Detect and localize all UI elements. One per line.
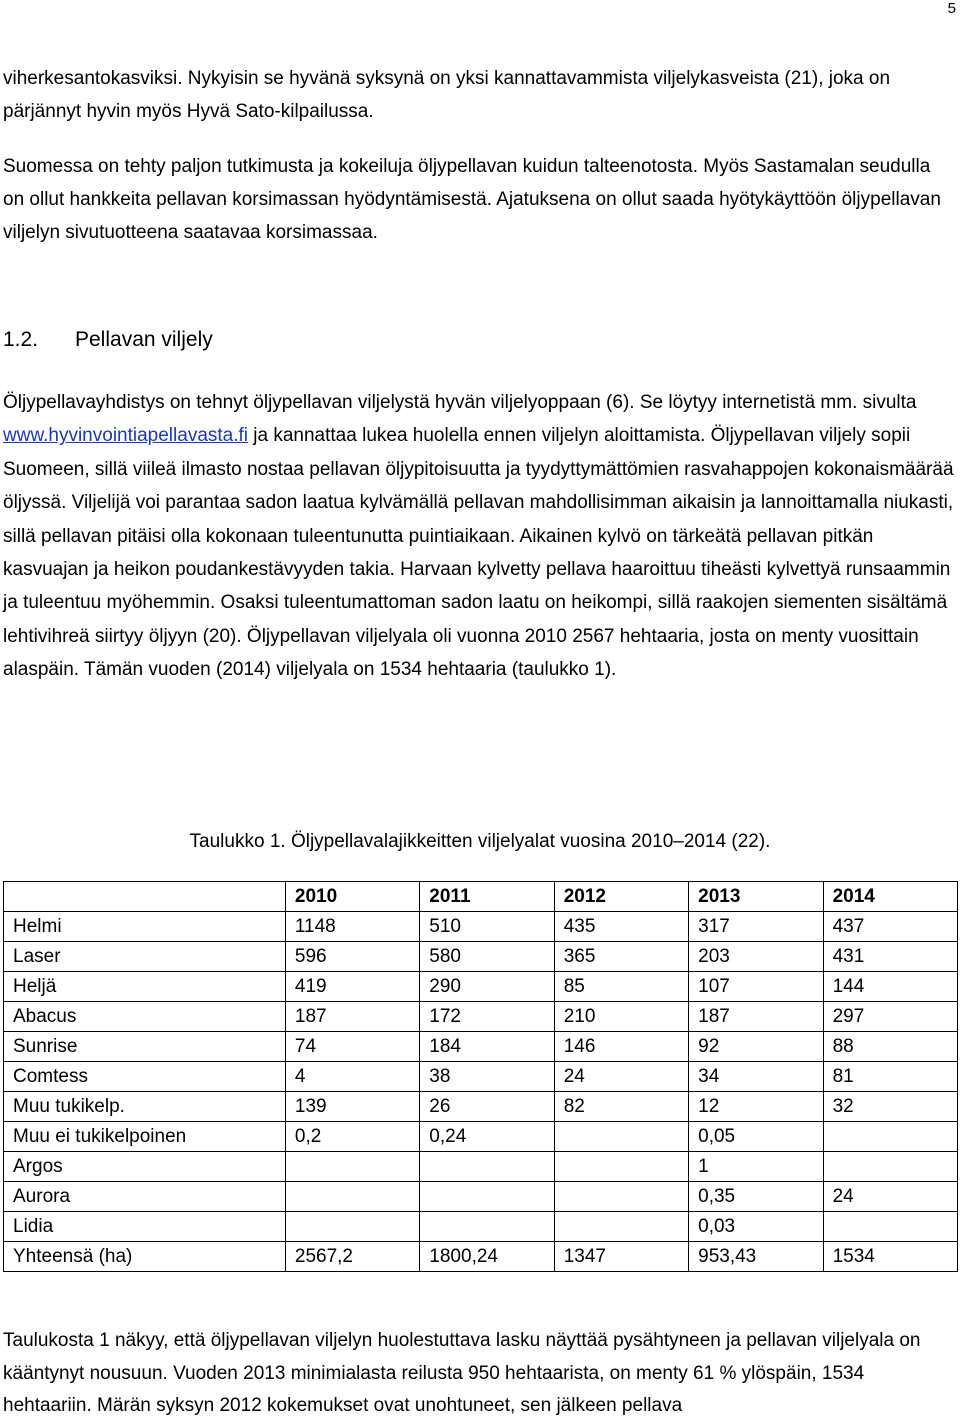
area-value-cell: 431 <box>823 942 957 972</box>
area-value-cell: 0,05 <box>689 1122 823 1152</box>
section-heading <box>3 323 213 357</box>
table-row <box>4 942 958 972</box>
area-value-cell: 144 <box>823 972 957 1002</box>
variety-name-cell: Muu tukikelp. <box>4 1092 286 1122</box>
area-value-cell <box>285 1152 419 1182</box>
table-row <box>4 1002 958 1032</box>
area-value-cell: 365 <box>554 942 688 972</box>
variety-name-cell: Laser <box>4 942 286 972</box>
variety-name-cell: Sunrise <box>4 1032 286 1062</box>
paragraph-cultivation <box>3 386 954 687</box>
area-value-cell: 88 <box>823 1032 957 1062</box>
page-number: 5 <box>947 0 956 17</box>
area-value-cell <box>285 1182 419 1212</box>
area-value-cell: 1347 <box>554 1242 688 1272</box>
area-value-cell: 146 <box>554 1032 688 1062</box>
area-value-cell: 187 <box>285 1002 419 1032</box>
variety-name-cell: Helmi <box>4 912 286 942</box>
area-value-cell: 0,03 <box>689 1212 823 1242</box>
area-value-cell: 92 <box>689 1032 823 1062</box>
table-row <box>4 1212 958 1242</box>
area-value-cell: 172 <box>420 1002 554 1032</box>
area-value-cell: 32 <box>823 1092 957 1122</box>
table-row <box>4 1122 958 1152</box>
area-value-cell: 1148 <box>285 912 419 942</box>
area-value-cell: 24 <box>554 1062 688 1092</box>
area-value-cell <box>554 1152 688 1182</box>
area-value-cell: 510 <box>420 912 554 942</box>
section-number: 1.2. <box>3 328 39 351</box>
website-link[interactable]: www.hyvinvointiapellavasta.fi <box>3 425 249 447</box>
area-value-cell <box>823 1152 957 1182</box>
table-row <box>4 1032 958 1062</box>
variety-name-cell: Muu ei tukikelpoinen <box>4 1122 286 1152</box>
variety-name-cell: Lidia <box>4 1212 286 1242</box>
area-value-cell: 34 <box>689 1062 823 1092</box>
area-value-cell: 187 <box>689 1002 823 1032</box>
table-row <box>4 912 958 942</box>
area-value-cell: 297 <box>823 1002 957 1032</box>
paragraph-research: Suomessa on tehty paljon tutkimusta ja kokeiluja öljypellavan kuidun talteenotosta. Myös Sastamalan seudulla on ollut hankkeita pellavan korsimassan hyödyntämisestä. Ajatuksena on ollut saada hyötykäyttöön öljypellavan viljelyn sivutuotteena saatavaa korsimassaa. <box>3 156 941 243</box>
paragraph-intro: viherkesantokasviksi. Nykyisin se hyvänä syksynä on yksi kannattavammista viljelykasveista (21), joka on pärjännyt hyvin myös Hyvä Sato-kilpailussa. <box>3 68 891 122</box>
paragraph-conclusion: Taulukosta 1 näkyy, että öljypellavan viljelyn huolestuttava lasku näyttää pysähtyneen ja pellavan viljelyala on kääntynyt nousuun. Vuoden 2013 minimialasta reilusta 950 hehtaarista, on menty 61 % ylöspäin, 1534 hehtaariin. Märän syksyn 2012 kokemukset ovat unohtuneet, sen jälkeen pellava <box>3 1330 921 1416</box>
table-caption: Taulukko 1. Öljypellavalajikkeitten viljelyalat vuosina 2010–2014 (22). <box>189 831 771 852</box>
area-value-cell: 4 <box>285 1062 419 1092</box>
variety-name-cell: Heljä <box>4 972 286 1002</box>
area-value-cell: 1534 <box>823 1242 957 1272</box>
area-value-cell <box>554 1122 688 1152</box>
variety-name-cell: Yhteensä (ha) <box>4 1242 286 1272</box>
table-corner-cell <box>4 882 286 912</box>
section-title: Pellavan viljely <box>75 328 213 351</box>
variety-name-cell: Aurora <box>4 1182 286 1212</box>
area-value-cell: 0,24 <box>420 1122 554 1152</box>
area-value-cell: 435 <box>554 912 688 942</box>
area-value-cell: 82 <box>554 1092 688 1122</box>
table-row <box>4 1152 958 1182</box>
area-value-cell <box>823 1122 957 1152</box>
paragraph-cultivation-start: Öljypellavayhdistys on tehnyt öljypellavan viljelystä hyvän viljelyoppaan (6). Se löytyy internetistä mm. sivulta <box>3 392 917 413</box>
variety-name-cell: Comtess <box>4 1062 286 1092</box>
area-value-cell: 74 <box>285 1032 419 1062</box>
year-header: 2011 <box>420 882 554 912</box>
year-header: 2012 <box>554 882 688 912</box>
area-value-cell <box>420 1212 554 1242</box>
table-row <box>4 1092 958 1122</box>
area-value-cell: 953,43 <box>689 1242 823 1272</box>
area-value-cell: 596 <box>285 942 419 972</box>
area-value-cell <box>823 1212 957 1242</box>
paragraph-cultivation-rest: ja kannattaa lukea huolella ennen viljelyn aloittamista. Öljypellavan viljely sopii Suomeen, sillä viileä ilmasto nostaa pellavan öljypitoisuutta ja tyydyttymättömien rasvahappojen kokonaismäärää öljyssä. Viljelijä voi parantaa sadon laatua kylvämällä pellavan mahdollisimman aikaisin ja lannoittamalla niukasti, sillä pellavan pitäisi olla kokonaan tuleentunutta puintiaikaan. Aikainen kylvö on tärkeätä pellavan pitkän kasvuajan ja heikon poudankestävyyden takia. Harvaan kylvetty pellava haaroittuu tiheästi kylvettyä runsaammin ja tuleentuu myöhemmin. Osaksi tuleentumattoman sadon laatu on heikompi, sillä raakojen siementen sisältämä lehtivihreä siirtyy öljyyn (20). Öljypellavan viljelyala oli vuonna 2010 2567 hehtaaria, josta on menty vuosittain alaspäin. Tämän vuoden (2014) viljelyala on 1534 hehtaaria (taulukko 1). <box>3 425 954 681</box>
area-value-cell: 81 <box>823 1062 957 1092</box>
area-value-cell: 38 <box>420 1062 554 1092</box>
area-value-cell <box>554 1212 688 1242</box>
table-header-row <box>4 882 958 912</box>
area-value-cell <box>420 1182 554 1212</box>
area-value-cell: 85 <box>554 972 688 1002</box>
year-header: 2013 <box>689 882 823 912</box>
table-row <box>4 1242 958 1272</box>
area-value-cell: 290 <box>420 972 554 1002</box>
area-value-cell: 12 <box>689 1092 823 1122</box>
area-value-cell: 1 <box>689 1152 823 1182</box>
area-value-cell: 107 <box>689 972 823 1002</box>
table-row <box>4 972 958 1002</box>
area-value-cell: 2567,2 <box>285 1242 419 1272</box>
area-value-cell <box>420 1152 554 1182</box>
cultivation-area-table <box>3 881 958 1272</box>
year-header: 2010 <box>285 882 419 912</box>
area-value-cell <box>285 1212 419 1242</box>
year-header: 2014 <box>823 882 957 912</box>
variety-name-cell: Argos <box>4 1152 286 1182</box>
table-row <box>4 1182 958 1212</box>
area-value-cell: 0,35 <box>689 1182 823 1212</box>
table-row <box>4 1062 958 1092</box>
area-value-cell: 139 <box>285 1092 419 1122</box>
area-value-cell: 24 <box>823 1182 957 1212</box>
area-value-cell: 437 <box>823 912 957 942</box>
area-value-cell: 26 <box>420 1092 554 1122</box>
area-value-cell: 580 <box>420 942 554 972</box>
area-value-cell: 317 <box>689 912 823 942</box>
area-value-cell <box>554 1182 688 1212</box>
variety-name-cell: Abacus <box>4 1002 286 1032</box>
area-value-cell: 210 <box>554 1002 688 1032</box>
area-value-cell: 0,2 <box>285 1122 419 1152</box>
area-value-cell: 419 <box>285 972 419 1002</box>
area-value-cell: 1800,24 <box>420 1242 554 1272</box>
area-value-cell: 184 <box>420 1032 554 1062</box>
area-value-cell: 203 <box>689 942 823 972</box>
